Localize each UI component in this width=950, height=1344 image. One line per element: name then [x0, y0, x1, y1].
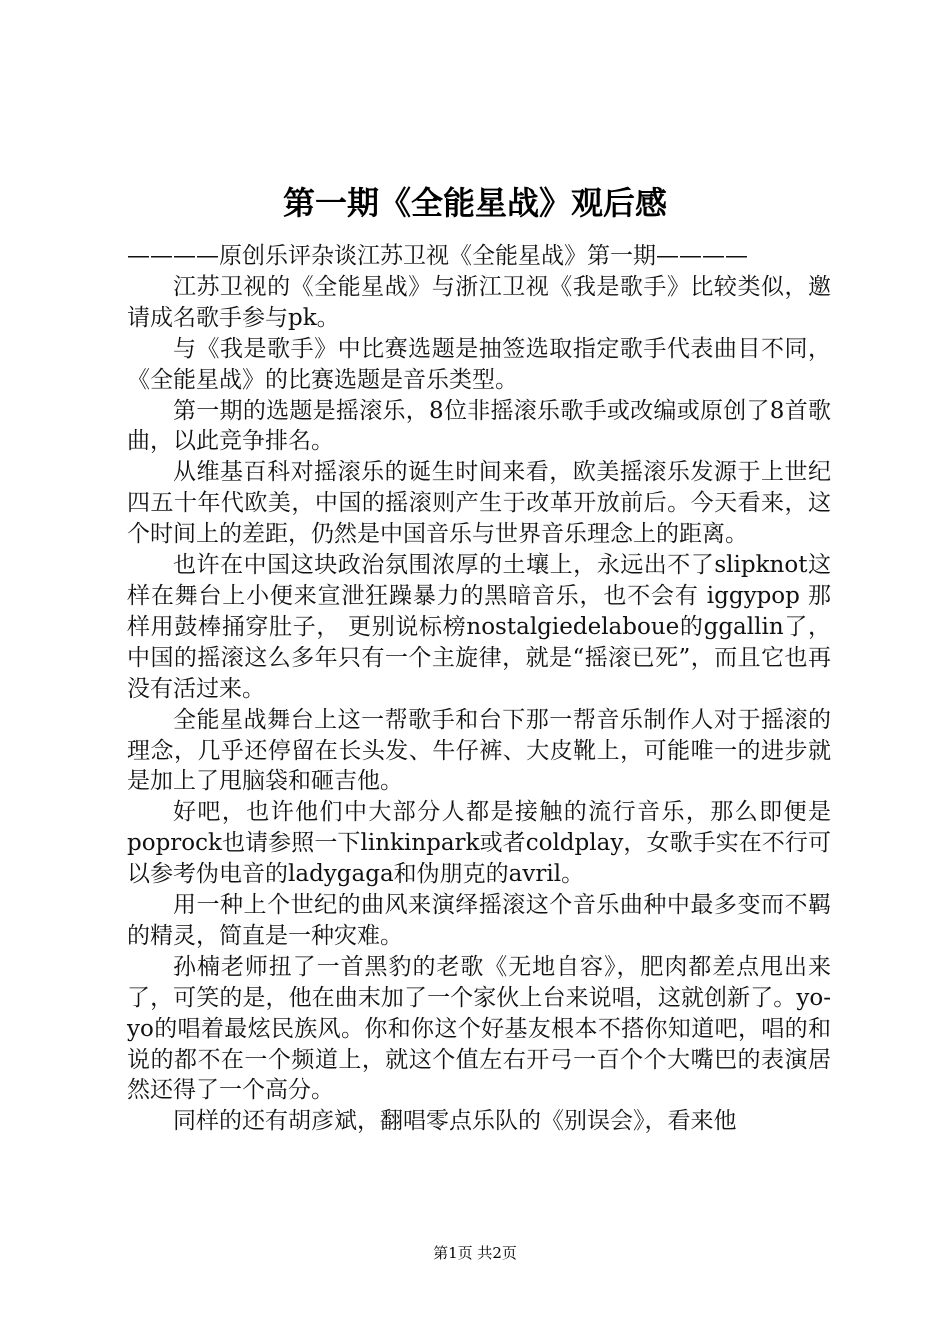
paragraph: 从维基百科对摇滚乐的诞生时间来看，欧美摇滚乐发源于上世纪四五十年代欧美，中国的摇滚则产生于改革开放前后。今天看来，这个时间上的差距，仍然是中国音乐与世界音乐理念上的距离。	[127, 459, 831, 548]
paragraph: 同样的还有胡彦斌，翻唱零点乐队的《别误会》，看来他	[173, 1108, 737, 1135]
document-body	[127, 241, 831, 1137]
paragraph: 第一期的选题是摇滚乐，8位非摇滚乐歌手或改编或原创了8首歌曲，以此竞争排名。	[127, 397, 831, 455]
paragraph: 也许在中国这块政治氛围浓厚的土壤上，永远出不了slipknot这样在舞台上小便来宣泄狂躁暴力的黑暗音乐，也不会有 iggypop 那样用鼓棒捅穿肚子， 更别说标榜nostalgiedelaboue的ggallin了，中国的摇滚这么多年只有一个主旋律，就是“摇滚已死”，而且它也再没有活过来。	[127, 552, 831, 702]
paragraph: 全能星战舞台上这一帮歌手和台下那一帮音乐制作人对于摇滚的理念，几乎还停留在长头发、牛仔裤、大皮靴上，可能唯一的进步就是加上了甩脑袋和砸吉他。	[127, 706, 831, 795]
paragraph: 与《我是歌手》中比赛选题是抽签选取指定歌手代表曲目不同，《全能星战》的比赛选题是音乐类型。	[127, 335, 831, 393]
page-number-footer: 第1页 共2页	[433, 1244, 517, 1262]
subtitle: ————原创乐评杂谈江苏卫视《全能星战》第一期————	[127, 243, 748, 269]
paragraph: 孙楠老师扭了一首黑豹的老歌《无地自容》，肥肉都差点甩出来了，可笑的是，他在曲末加了一个家伙上台来说唱，这就创新了。yo-yo的唱着最炫民族风。你和你这个好基友根本不搭你知道吧，唱的和说的都不在一个频道上，就这个值左右开弓一百个个大嘴巴的表演居然还得了一个高分。	[127, 953, 831, 1104]
paragraph: 好吧，也许他们中大部分人都是接触的流行音乐，那么即便是poprock也请参照一下linkinpark或者coldplay，女歌手实在不行可以参考伪电音的ladygaga和伪朋克的avril。	[127, 799, 831, 888]
paragraph: 江苏卫视的《全能星战》与浙江卫视《我是歌手》比较类似，邀请成名歌手参与pk。	[127, 273, 831, 331]
document-title: 第一期《全能星战》观后感	[282, 184, 667, 222]
paragraph: 用一种上个世纪的曲风来演绎摇滚这个音乐曲种中最多变而不羁的精灵，简直是一种灾难。	[127, 892, 831, 949]
